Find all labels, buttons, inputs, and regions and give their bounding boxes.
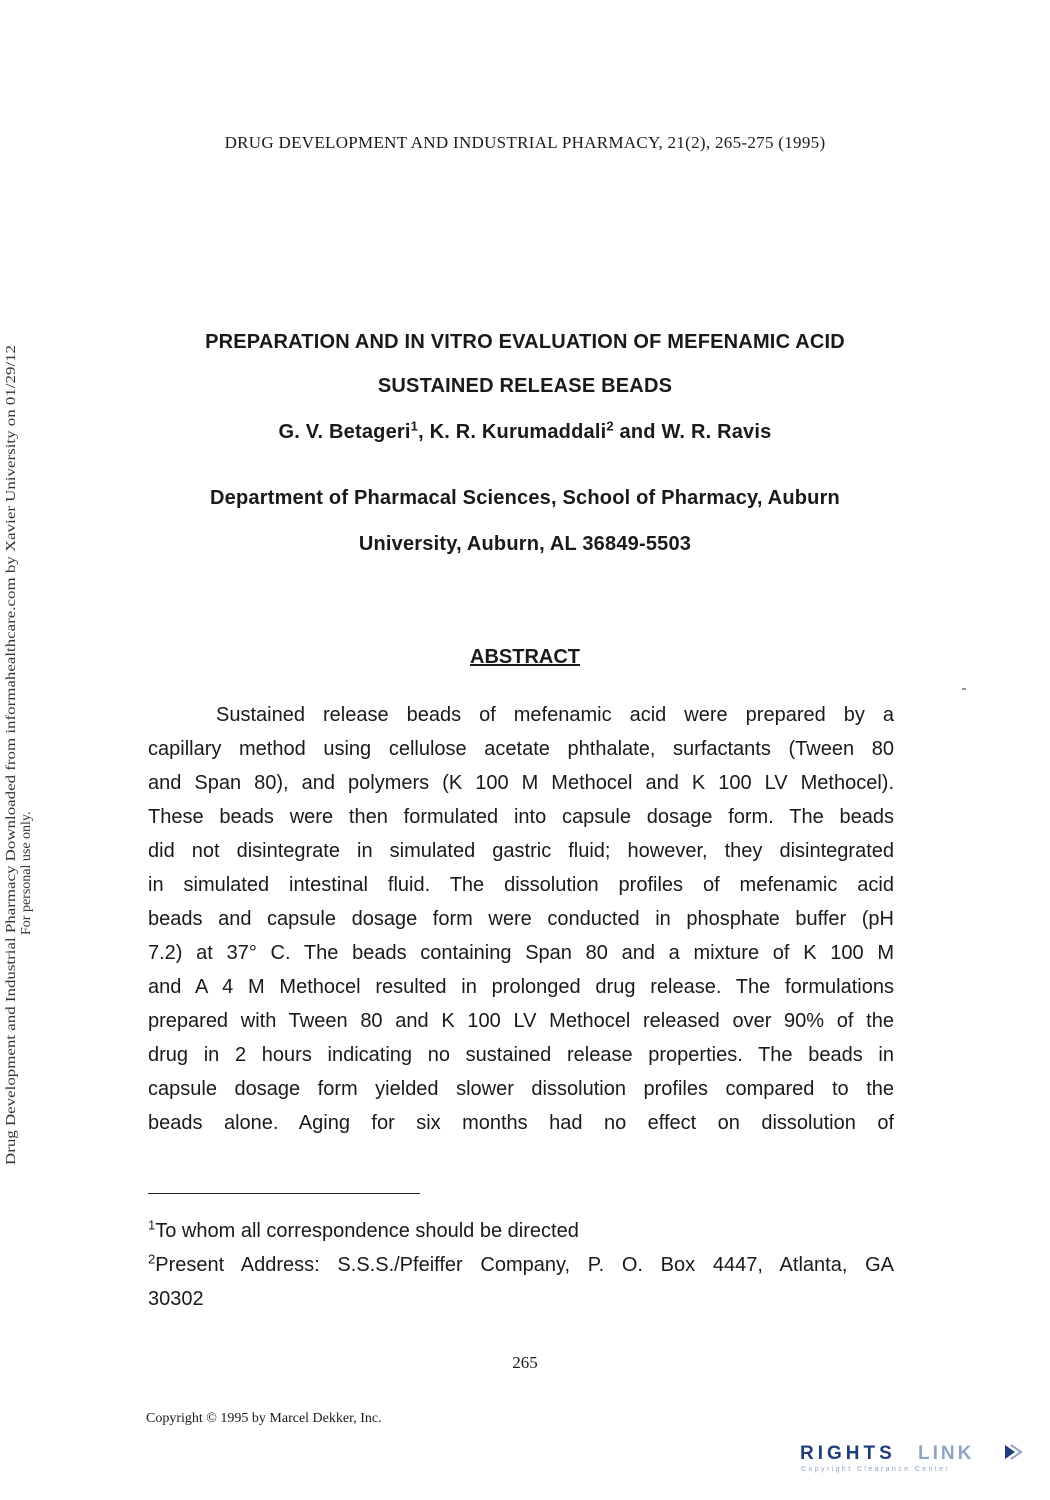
abstract-line: Sustained release beads of mefenamic acid were prepared by a [216,704,894,726]
footnote-2-line-2: 30302 [148,1288,204,1310]
affiliation-line-2: University, Auburn, AL 36849-5503 [358,533,692,555]
download-watermark [2,345,36,1165]
abstract-line: prepared with Tween 80 and K 100 LV Methocel released over 90% of the [148,1010,894,1032]
author-1-footnote-mark: 1 [410,418,419,434]
abstract-line: in simulated intestinal fluid. The dissolution profiles of mefenamic acid [148,874,894,896]
abstract-line: and A 4 M Methocel resulted in prolonged drug release. The formulations [148,976,894,998]
abstract-line: 7.2) at 37° C. The beads containing Span 80 and a mixture of K 100 M [148,942,894,964]
abstract-line: beads alone. Aging for six months had no effect on dissolution of [148,1112,894,1134]
footnote-2 [148,1248,894,1316]
author-2-footnote-mark: 2 [606,418,614,434]
abstract-body [148,698,894,1140]
author-1: G. V. Betageri [278,421,411,443]
rightslink-logo[interactable] [800,1437,1030,1477]
paper-title-line-1: PREPARATION AND IN VITRO EVALUATION OF MEFENAMIC ACID [205,331,845,353]
abstract-line: and Span 80), and polymers (K 100 M Methocel and K 100 LV Methocel). [148,772,894,794]
abstract-line: beads and capsule dosage form were conducted in phosphate buffer (pH [148,908,894,930]
author-separator: , [418,421,430,443]
author-2: K. R. Kurumaddali [429,421,607,443]
abstract-line: These beads were then formulated into capsule dosage form. The beads [148,806,894,828]
rightslink-rights-text: RIGHTS [800,1443,896,1464]
footnote-1 [148,1214,894,1248]
footnote-2-mark: 2 [148,1251,156,1267]
abstract-line: drug in 2 hours indicating no sustained release properties. The beads in [148,1044,894,1066]
abstract-line: capsule dosage form yielded slower dissolution profiles compared to the [148,1078,894,1100]
abstract-line: capillary method using cellulose acetate phthalate, surfactants (Tween 80 [148,738,894,760]
paper-title-line-2: SUSTAINED RELEASE BEADS [377,375,673,397]
stray-mark [962,688,966,690]
footnote-1-mark: 1 [148,1217,156,1233]
page-number: 265 [512,1353,538,1372]
copyright-notice: Copyright © 1995 by Marcel Dekker, Inc. [146,1411,382,1426]
authors [0,418,1050,444]
journal-citation: DRUG DEVELOPMENT AND INDUSTRIAL PHARMACY, 21(2), 265-275 (1995) [224,133,826,152]
footnote-1-text: To whom all correspondence should be directed [155,1220,579,1242]
abstract-line: did not disintegrate in simulated gastric fluid; however, they disintegrated [148,840,894,862]
watermark-line-1: Drug Development and Industrial Pharmacy Downloaded from informahealthcare.com by Xavier University on 01/29/12 [4,485,19,1165]
rightslink-tagline: Copyright Clearance Center [801,1466,951,1473]
affiliation-line-1: Department of Pharmacal Sciences, School of Pharmacy, Auburn [210,487,840,509]
footnote-divider [148,1193,420,1194]
rightslink-link-text: LINK [918,1443,975,1464]
author-3: and W. R. Ravis [613,421,772,443]
watermark-line-2: For personal use only. [19,811,34,935]
footnote-2-line-1: $^2$Present Address: S.S.S./Pfeiffer Company, P. O. Box 4447, Atlanta, GA [148,1251,894,1276]
abstract-heading: ABSTRACT [470,646,580,668]
